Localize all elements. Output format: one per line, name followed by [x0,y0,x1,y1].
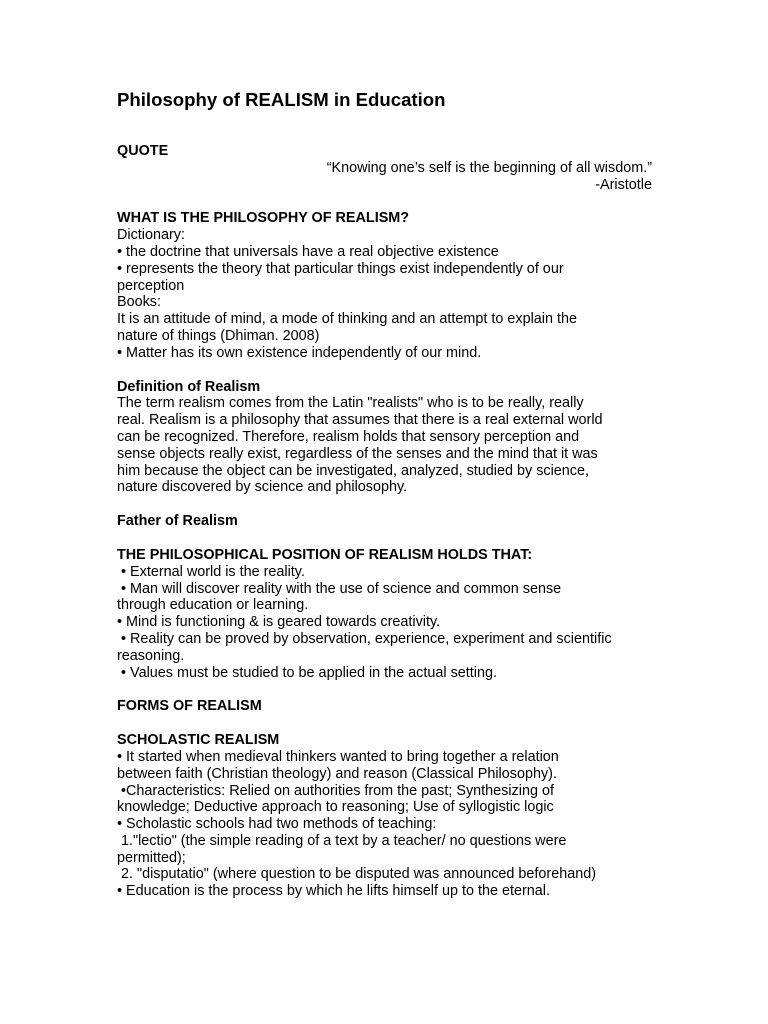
quote-author: -Aristotle [595,176,652,193]
position-heading: THE PHILOSOPHICAL POSITION OF REALISM HOLDS THAT: [117,546,533,563]
definition-line: can be recognized. Therefore, realism holds that sensory perception and [117,428,580,445]
position-line: • Reality can be proved by observation, experience, experiment and scientific [117,630,612,647]
position-line: • External world is the reality. [117,563,305,580]
position-line: • Values must be studied to be applied in the actual setting. [117,664,497,681]
document-body [117,89,657,900]
dictionary-item-2: • represents the theory that particular things exist independently of our [117,260,564,277]
document-title: Philosophy of REALISM in Education [117,89,446,110]
scholastic-line: 2. "disputatio" (where question to be disputed was announced beforehand) [117,866,597,883]
position-line: reasoning. [117,647,185,664]
what-is-heading: WHAT IS THE PHILOSOPHY OF REALISM? [117,210,410,227]
forms-heading: FORMS OF REALISM [117,698,262,715]
books-text-cont: nature of things (Dhiman. 2008) [117,327,320,344]
scholastic-line: permitted); [117,849,186,866]
books-text: It is an attitude of mind, a mode of thinking and an attempt to explain the [117,311,577,328]
position-line: • Man will discover reality with the use of science and common sense [117,580,562,597]
definition-line: nature discovered by science and philosophy. [117,479,408,496]
definition-line: sense objects really exist, regardless of the senses and the mind that it was [117,445,598,462]
father-heading: Father of Realism [117,513,238,530]
scholastic-line: • It started when medieval thinkers wanted to bring together a relation [117,748,559,765]
definition-line: real. Realism is a philosophy that assumes that there is a real external world [117,412,603,429]
scholastic-line: between faith (Christian theology) and reason (Classical Philosophy). [117,765,557,782]
books-label: Books: [117,294,161,311]
quote-heading: QUOTE [117,143,169,159]
scholastic-line: knowledge; Deductive approach to reasoning; Use of syllogistic logic [117,799,554,816]
scholastic-heading: SCHOLASTIC REALISM [117,732,280,749]
position-line: • Mind is functioning & is geared towards creativity. [117,614,441,631]
scholastic-line: • Education is the process by which he lifts himself up to the eternal. [117,883,550,900]
dictionary-label: Dictionary: [117,227,185,244]
quote-text: “Knowing one’s self is the beginning of all wisdom.” [326,159,652,176]
scholastic-line: • Scholastic schools had two methods of teaching: [117,816,437,833]
scholastic-line: 1."lectio" (the simple reading of a text by a teacher/ no questions were [117,832,567,849]
definition-heading: Definition of Realism [117,378,261,395]
definition-line: him because the object can be investigated, analyzed, studied by science, [117,462,589,479]
scholastic-line: •Characteristics: Relied on authorities from the past; Synthesizing of [117,782,554,799]
position-line: through education or learning. [117,597,309,614]
definition-line: The term realism comes from the Latin "realists" who is to be really, really [117,395,584,412]
books-item: • Matter has its own existence independently of our mind. [117,344,482,361]
dictionary-item-2-cont: perception [117,277,185,294]
dictionary-item-1: • the doctrine that universals have a real objective existence [117,243,499,260]
